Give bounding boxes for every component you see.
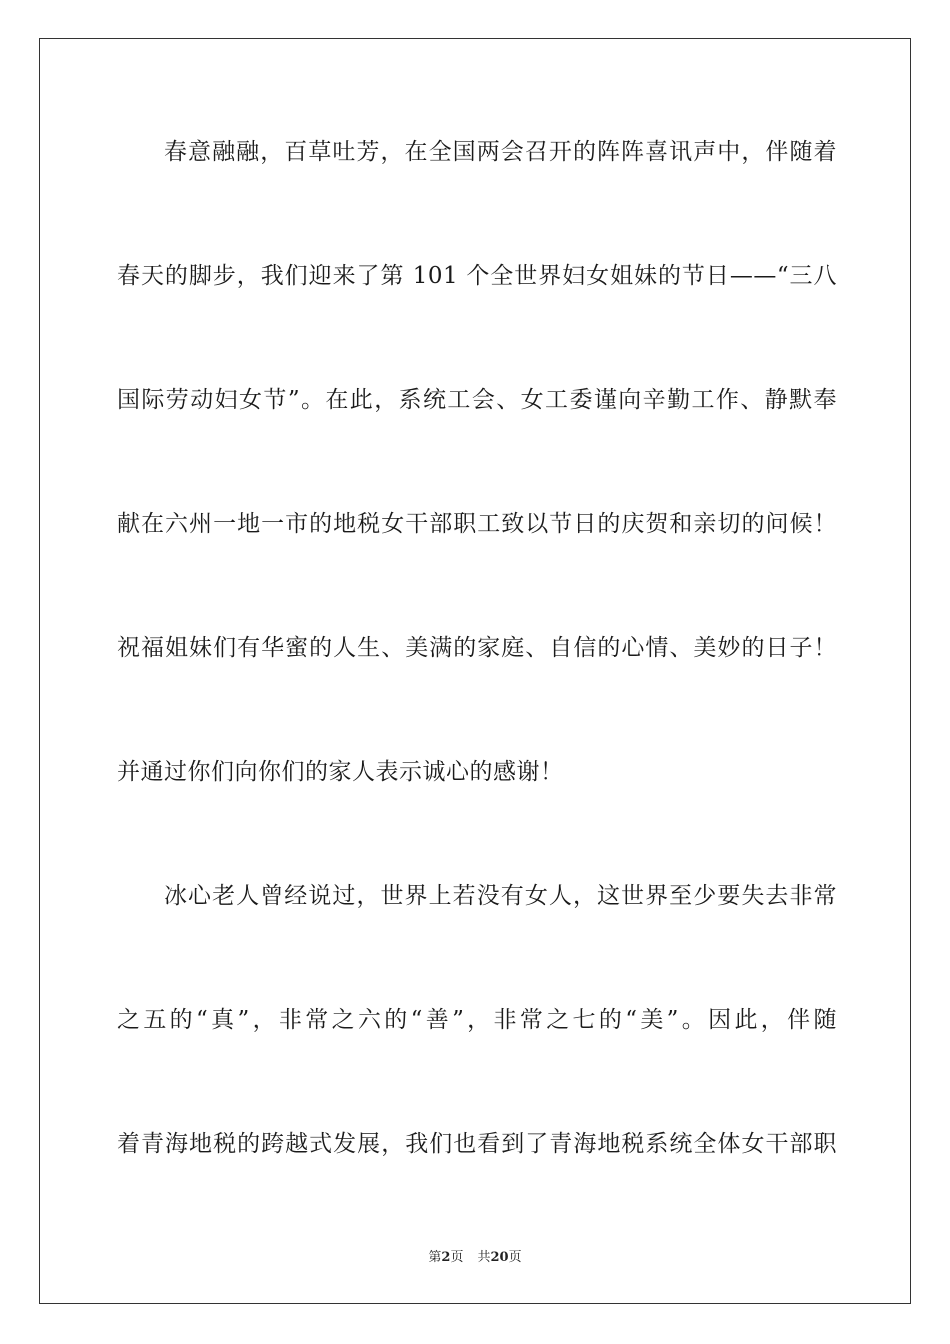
total-pages: 20 (490, 1250, 509, 1265)
paragraph-1-line-4: 献在六州一地一市的地税女干部职工致以节日的庆贺和亲切的问候！ (117, 511, 837, 537)
paragraph-1-line-2: 春天的脚步，我们迎来了第 101 个全世界妇女姐妹的节日——“三八 (117, 263, 837, 289)
page-suffix: 页 (450, 1250, 464, 1265)
page-border (39, 38, 911, 1304)
total-prefix: 共 (477, 1250, 491, 1265)
page-footer (0, 1249, 950, 1267)
total-suffix: 页 (508, 1250, 522, 1265)
paragraph-1-line-6: 并通过你们向你们的家人表示诚心的感谢！ (117, 759, 564, 785)
paragraph-1-line-5: 祝福姐妹们有华蜜的人生、美满的家庭、自信的心情、美妙的日子！ (117, 635, 837, 661)
paragraph-2-line-3: 着青海地税的跨越式发展，我们也看到了青海地税系统全体女干部职 (117, 1131, 837, 1157)
paragraph-1-line-1: 春意融融，百草吐芳，在全国两会召开的阵阵喜讯声中，伴随着 (164, 139, 837, 165)
paragraph-2-line-2: 之五的“真”，非常之六的“善”，非常之七的“美”。因此，伴随 (117, 1007, 837, 1033)
page-number: 2 (441, 1250, 451, 1265)
paragraph-1-line-3: 国际劳动妇女节”。在此，系统工会、女工委谨向辛勤工作、静默奉 (117, 387, 837, 413)
page-prefix: 第 (428, 1250, 442, 1265)
paragraph-2-line-1: 冰心老人曾经说过，世界上若没有女人，这世界至少要失去非常 (164, 883, 837, 909)
